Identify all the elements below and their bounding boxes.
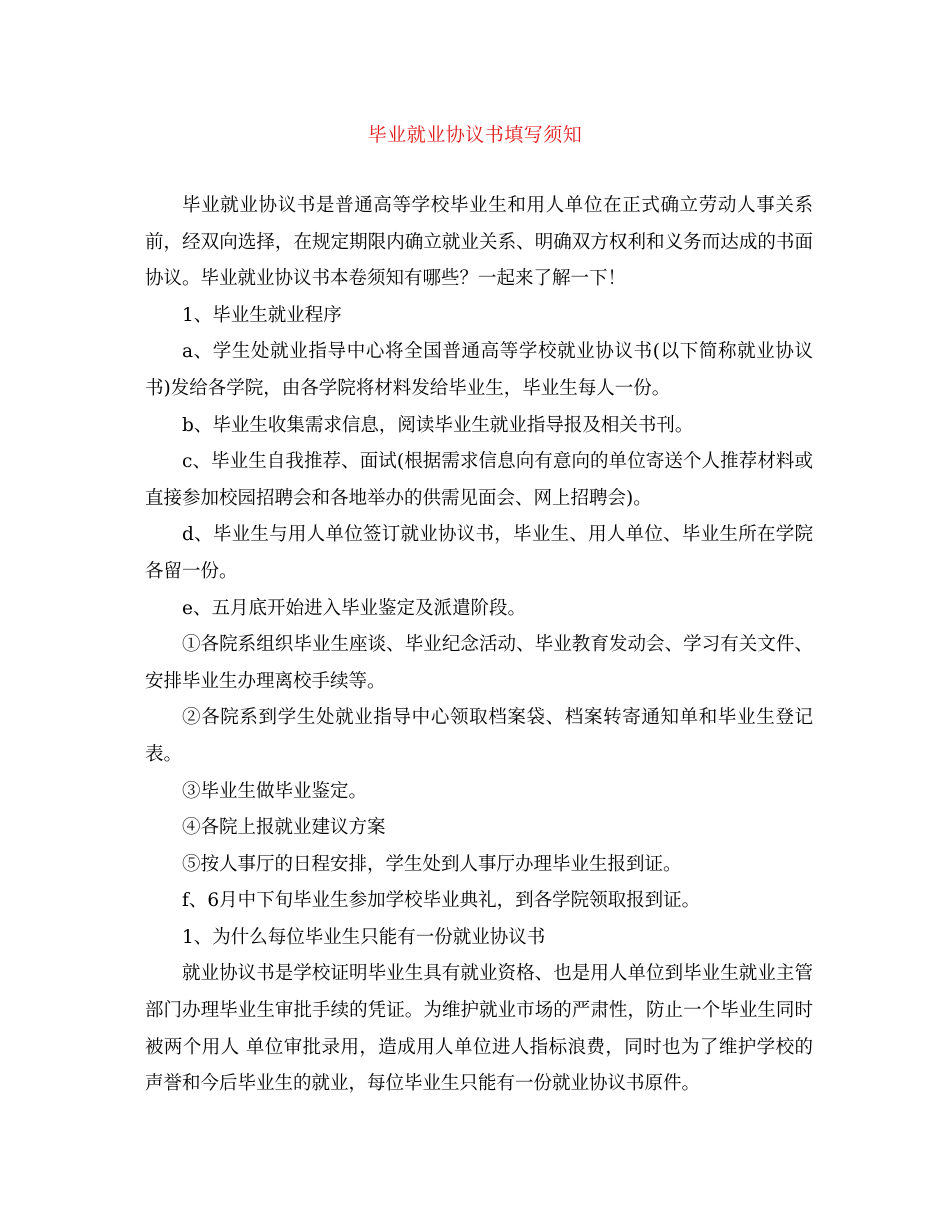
section-heading-one-agreement: 1、为什么每位毕业生只能有一份就业协议书 — [182, 926, 546, 948]
one-agreement-paragraph: 就业协议书是学校证明毕业生具有就业资格、也是用人单位到毕业生就业主管部门办理毕业生审批手续的凭证。为维护就业市场的严肃性，防止一个毕业生同时被两个用人 单位审批录用，造成用人单位进人指标浪费，同时也为了维护学校的声誉和今后毕业生的就业，每位毕业生只能有一份就业协议书原件。 — [145, 963, 813, 1095]
procedure-step-f: f、6月中下旬毕业生参加学校毕业典礼，到各学院领取报到证。 — [182, 890, 701, 912]
procedure-step-c: c、毕业生自我推荐、面试(根据需求信息向有意向的单位寄送个人推荐材料或直接参加校园招聘会和各地举办的供需见面会、网上招聘会)。 — [145, 451, 813, 509]
procedure-substep-4: ④各院上报就业建议方案 — [182, 817, 386, 839]
procedure-step-a: a、学生处就业指导中心将全国普通高等学校就业协议书(以下简称就业协议书)发给各学院，由各学院将材料发给毕业生，毕业生每人一份。 — [145, 341, 813, 399]
procedure-step-d: d、毕业生与用人单位签订就业协议书，毕业生、用人单位、毕业生所在学院各留一份。 — [145, 524, 813, 582]
procedure-substep-3: ③毕业生做毕业鉴定。 — [182, 780, 368, 802]
document-title: 毕业就业协议书填写须知 — [367, 124, 583, 146]
procedure-substep-1: ①各院系组织毕业生座谈、毕业纪念活动、毕业教育发动会、学习有关文件、安排毕业生办理离校手续等。 — [145, 634, 813, 692]
document-body — [145, 188, 813, 1103]
section-heading-procedure: 1、毕业生就业程序 — [182, 304, 342, 326]
intro-paragraph: 毕业就业协议书是普通高等学校毕业生和用人单位在正式确立劳动人事关系前，经双向选择，在规定期限内确立就业关系、明确双方权利和义务而达成的书面协议。毕业就业协议书本卷须知有哪些？一起来了解一下！ — [145, 195, 813, 290]
procedure-step-b: b、毕业生收集需求信息，阅读毕业生就业指导报及相关书刊。 — [182, 414, 694, 436]
procedure-substep-2: ②各院系到学生处就业指导中心领取档案袋、档案转寄通知单和毕业生登记表。 — [145, 707, 813, 765]
procedure-step-e: e、五月底开始进入毕业鉴定及派遣阶段。 — [182, 597, 526, 619]
procedure-substep-5: ⑤按人事厅的日程安排，学生处到人事厅办理毕业生报到证。 — [182, 853, 682, 875]
